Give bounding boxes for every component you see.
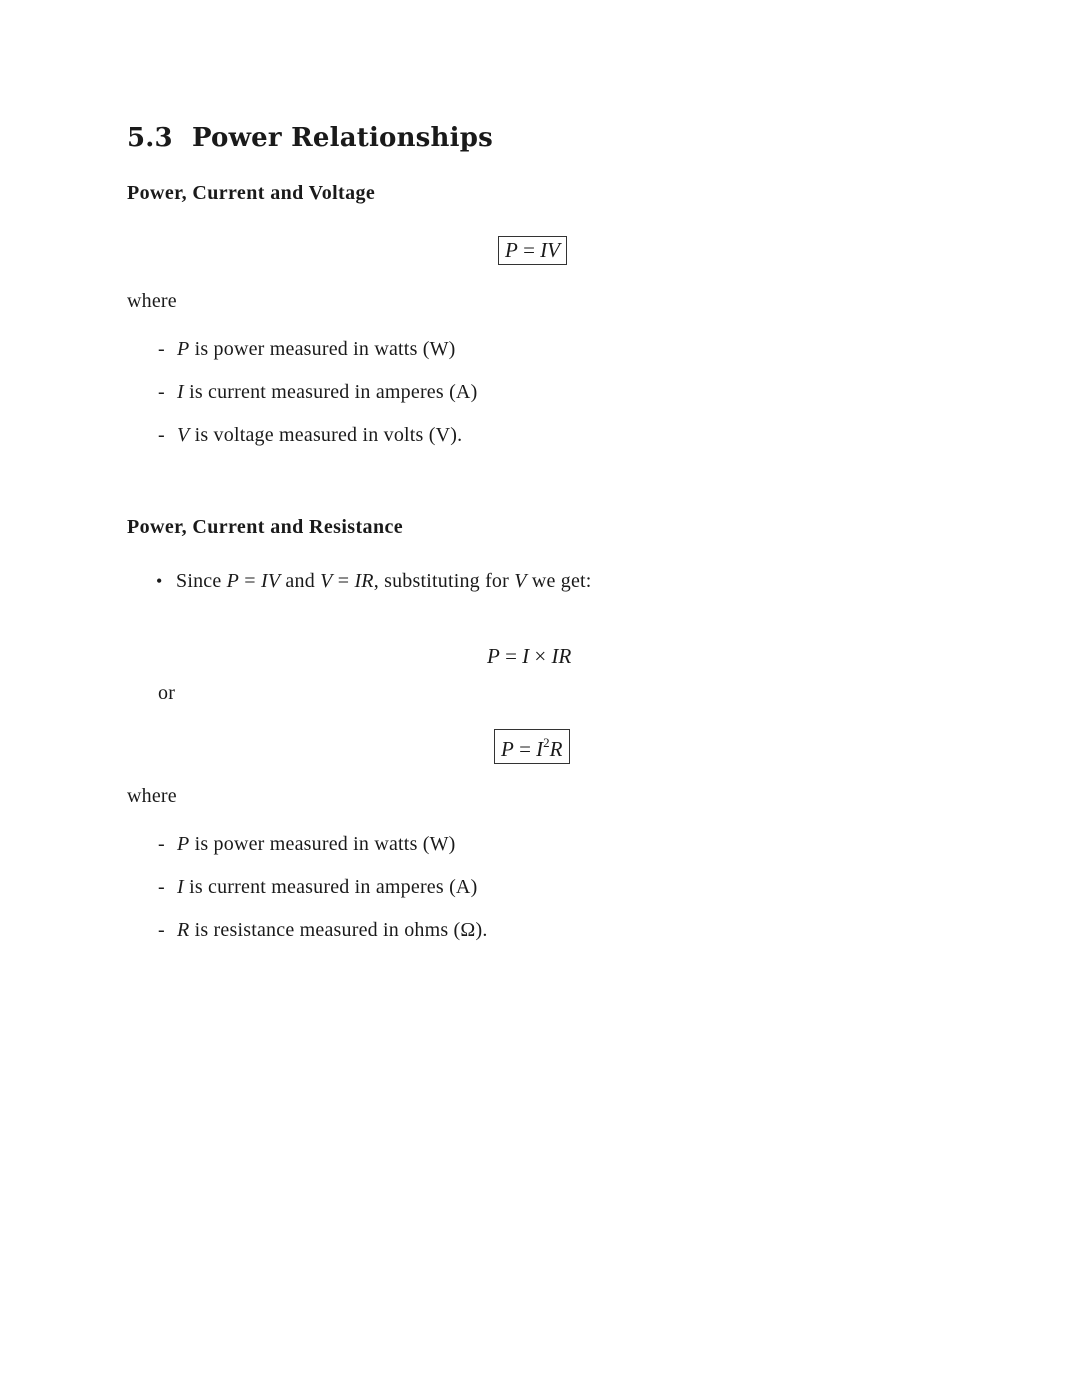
formula-lhs: P: [501, 737, 514, 761]
math-v: V: [320, 570, 333, 592]
symbol: V: [177, 424, 190, 446]
text-we-get: we get:: [526, 570, 592, 592]
formula-lhs: P: [505, 238, 518, 262]
formula-rhs: IV: [540, 238, 560, 262]
definition-text: is current measured in amperes (A): [183, 381, 478, 403]
section-heading: [127, 123, 493, 153]
dash-marker: -: [158, 381, 165, 403]
math-iv: IV: [260, 570, 281, 592]
section-title: Power Relationships: [192, 123, 493, 153]
text-since: Since: [176, 570, 227, 592]
where-label-2: where: [127, 785, 177, 807]
definition-text: is power measured in watts (W): [189, 338, 456, 360]
math-p: P: [226, 570, 240, 592]
dash-marker: -: [158, 338, 165, 360]
section-number: 5.3: [127, 123, 173, 153]
formula-i: I: [522, 644, 530, 668]
definition-item: [158, 338, 456, 361]
definition-item: [158, 424, 462, 447]
formula-exponent: 2: [543, 735, 550, 750]
dash-marker: -: [158, 919, 165, 941]
or-label: or: [158, 682, 176, 704]
symbol: I: [177, 876, 184, 898]
math-ir: IR: [354, 570, 374, 592]
definition-text: is current measured in amperes (A): [183, 876, 478, 898]
where-label-1: where: [127, 290, 177, 312]
definition-item: [158, 833, 456, 856]
definition-text: is power measured in watts (W): [189, 833, 456, 855]
formula-lhs: P: [487, 644, 500, 668]
formula-p-equals-i-times-ir: [487, 644, 571, 669]
definition-item: [158, 381, 477, 404]
math-equals: =: [239, 570, 261, 592]
bullet-marker: •: [156, 571, 163, 591]
text-and: and: [280, 570, 321, 592]
formula-equals: =: [513, 737, 537, 761]
formula-equals: =: [517, 238, 541, 262]
dash-marker: -: [158, 833, 165, 855]
formula-equals: =: [499, 644, 523, 668]
symbol: P: [177, 338, 190, 360]
subsection-heading-voltage: Power, Current and Voltage: [127, 182, 376, 204]
formula-p-equals-i-squared-r: [494, 729, 570, 764]
formula-p-equals-iv: [498, 236, 567, 265]
definition-text: is resistance measured in ohms (Ω).: [189, 919, 488, 941]
subsection-heading-resistance: Power, Current and Resistance: [127, 516, 404, 538]
symbol: R: [177, 919, 190, 941]
text-substituting: , substituting for: [373, 570, 515, 592]
formula-times: ×: [529, 644, 552, 668]
dash-marker: -: [158, 876, 165, 898]
math-equals: =: [332, 570, 355, 592]
bullet-item-substitution: [156, 570, 592, 593]
math-v: V: [514, 570, 527, 592]
definition-item: [158, 876, 477, 899]
formula-ir: IR: [551, 644, 572, 668]
symbol: P: [177, 833, 190, 855]
formula-i: I: [536, 737, 544, 761]
definition-item: [158, 919, 488, 942]
formula-r: R: [549, 737, 563, 761]
dash-marker: -: [158, 424, 165, 446]
symbol: I: [177, 381, 184, 403]
definition-text: is voltage measured in volts (V).: [189, 424, 463, 446]
